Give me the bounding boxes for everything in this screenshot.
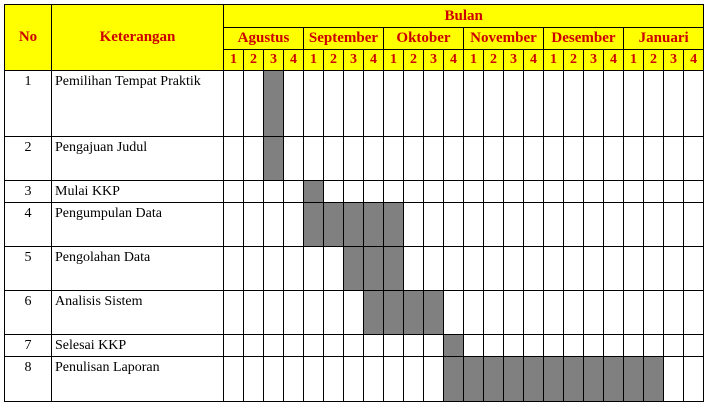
week-header: 1 [224, 50, 244, 71]
schedule-cell [504, 291, 524, 335]
schedule-cell [404, 71, 424, 137]
schedule-cell [404, 137, 424, 181]
schedule-table [4, 4, 704, 402]
schedule-cell [424, 335, 444, 357]
schedule-cell [544, 181, 564, 203]
schedule-cell [324, 137, 344, 181]
activity-label: Analisis Sistem [52, 291, 224, 335]
schedule-bar-cell [384, 247, 404, 291]
schedule-cell [524, 291, 544, 335]
schedule-bar-cell [544, 357, 564, 402]
schedule-cell [464, 247, 484, 291]
schedule-cell [624, 291, 644, 335]
schedule-bar-cell [524, 357, 544, 402]
schedule-cell [324, 71, 344, 137]
schedule-bar-cell [584, 357, 604, 402]
schedule-cell [244, 137, 264, 181]
schedule-cell [504, 181, 524, 203]
schedule-cell [524, 203, 544, 247]
table-row [5, 137, 704, 181]
schedule-cell [484, 203, 504, 247]
schedule-cell [564, 181, 584, 203]
week-header: 3 [504, 50, 524, 71]
schedule-cell [504, 137, 524, 181]
schedule-cell [564, 335, 584, 357]
week-header: 1 [304, 50, 324, 71]
schedule-cell [304, 137, 324, 181]
schedule-cell [284, 335, 304, 357]
schedule-cell [644, 71, 664, 137]
week-header: 2 [404, 50, 424, 71]
table-row [5, 335, 704, 357]
schedule-cell [484, 137, 504, 181]
schedule-cell [444, 181, 464, 203]
schedule-cell [624, 181, 644, 203]
schedule-cell [664, 137, 684, 181]
month-header: Oktober [384, 28, 464, 50]
schedule-bar-cell [404, 291, 424, 335]
schedule-cell [304, 71, 324, 137]
schedule-bar-cell [464, 357, 484, 402]
table-row [5, 203, 704, 247]
schedule-cell [684, 291, 704, 335]
week-header: 3 [264, 50, 284, 71]
schedule-bar-cell [424, 291, 444, 335]
schedule-cell [464, 203, 484, 247]
week-header: 2 [244, 50, 264, 71]
schedule-cell [364, 357, 384, 402]
week-header: 2 [324, 50, 344, 71]
schedule-cell [244, 247, 264, 291]
schedule-cell [344, 291, 364, 335]
schedule-cell [424, 137, 444, 181]
table-row [5, 291, 704, 335]
week-header: 4 [684, 50, 704, 71]
schedule-cell [544, 291, 564, 335]
row-number: 3 [5, 181, 52, 203]
schedule-bar-cell [304, 181, 324, 203]
month-header: November [464, 28, 544, 50]
week-header: 3 [424, 50, 444, 71]
schedule-cell [504, 203, 524, 247]
schedule-cell [424, 71, 444, 137]
schedule-cell [344, 181, 364, 203]
table-row [5, 247, 704, 291]
schedule-cell [604, 71, 624, 137]
month-header: Januari [624, 28, 704, 50]
schedule-cell [684, 203, 704, 247]
schedule-bar-cell [264, 71, 284, 137]
schedule-bar-cell [364, 247, 384, 291]
schedule-cell [344, 357, 364, 402]
table-row [5, 71, 704, 137]
schedule-cell [244, 357, 264, 402]
week-header: 1 [384, 50, 404, 71]
schedule-bar-cell [324, 203, 344, 247]
schedule-cell [624, 71, 644, 137]
row-number: 1 [5, 71, 52, 137]
schedule-cell [244, 335, 264, 357]
header-row-period [5, 5, 704, 28]
week-header: 2 [484, 50, 504, 71]
activity-label: Pengolahan Data [52, 247, 224, 291]
schedule-cell [644, 291, 664, 335]
schedule-cell [384, 71, 404, 137]
schedule-cell [404, 181, 424, 203]
week-header: 1 [624, 50, 644, 71]
schedule-cell [484, 181, 504, 203]
schedule-cell [664, 247, 684, 291]
schedule-cell [284, 137, 304, 181]
schedule-cell [524, 335, 544, 357]
schedule-cell [624, 137, 644, 181]
schedule-cell [524, 247, 544, 291]
schedule-cell [664, 291, 684, 335]
row-number: 6 [5, 291, 52, 335]
schedule-cell [444, 71, 464, 137]
schedule-cell [644, 335, 664, 357]
schedule-cell [684, 181, 704, 203]
schedule-cell [424, 203, 444, 247]
schedule-cell [444, 137, 464, 181]
schedule-cell [324, 291, 344, 335]
schedule-cell [344, 71, 364, 137]
schedule-cell [664, 71, 684, 137]
schedule-cell [264, 357, 284, 402]
schedule-cell [644, 181, 664, 203]
schedule-cell [404, 203, 424, 247]
schedule-cell [224, 181, 244, 203]
schedule-cell [584, 335, 604, 357]
schedule-bar-cell [444, 357, 464, 402]
schedule-bar-cell [304, 203, 324, 247]
schedule-cell [224, 291, 244, 335]
schedule-cell [584, 247, 604, 291]
schedule-cell [604, 335, 624, 357]
week-header: 3 [664, 50, 684, 71]
week-header: 2 [644, 50, 664, 71]
schedule-cell [424, 357, 444, 402]
schedule-cell [564, 137, 584, 181]
schedule-cell [584, 137, 604, 181]
schedule-cell [484, 247, 504, 291]
schedule-cell [544, 335, 564, 357]
schedule-cell [284, 291, 304, 335]
schedule-cell [684, 335, 704, 357]
schedule-cell [524, 71, 544, 137]
schedule-cell [224, 335, 244, 357]
schedule-bar-cell [484, 357, 504, 402]
schedule-bar-cell [264, 137, 284, 181]
week-header: 4 [604, 50, 624, 71]
schedule-cell [304, 291, 324, 335]
schedule-cell [444, 203, 464, 247]
schedule-cell [404, 357, 424, 402]
schedule-bar-cell [504, 357, 524, 402]
activity-label: Penulisan Laporan [52, 357, 224, 402]
schedule-cell [564, 71, 584, 137]
activity-label: Mulai KKP [52, 181, 224, 203]
schedule-bar-cell [564, 357, 584, 402]
schedule-cell [224, 71, 244, 137]
schedule-cell [524, 181, 544, 203]
month-header: Desember [544, 28, 624, 50]
schedule-cell [584, 71, 604, 137]
schedule-bar-cell [384, 203, 404, 247]
schedule-cell [344, 137, 364, 181]
week-header: 4 [364, 50, 384, 71]
schedule-cell [264, 335, 284, 357]
schedule-cell [244, 203, 264, 247]
schedule-bar-cell [364, 291, 384, 335]
schedule-cell [324, 357, 344, 402]
week-header: 3 [584, 50, 604, 71]
schedule-cell [264, 247, 284, 291]
header-no: No [5, 5, 52, 71]
schedule-cell [624, 335, 644, 357]
schedule-cell [284, 247, 304, 291]
week-header: 4 [524, 50, 544, 71]
schedule-bar-cell [444, 335, 464, 357]
schedule-cell [544, 71, 564, 137]
schedule-bar-cell [364, 203, 384, 247]
schedule-bar-cell [644, 357, 664, 402]
schedule-cell [464, 335, 484, 357]
schedule-cell [584, 181, 604, 203]
row-number: 4 [5, 203, 52, 247]
schedule-bar-cell [384, 291, 404, 335]
schedule-cell [644, 247, 664, 291]
row-number: 7 [5, 335, 52, 357]
schedule-cell [444, 247, 464, 291]
schedule-cell [264, 291, 284, 335]
schedule-cell [364, 71, 384, 137]
schedule-cell [544, 247, 564, 291]
activity-label: Pemilihan Tempat Praktik [52, 71, 224, 137]
schedule-cell [504, 71, 524, 137]
schedule-cell [304, 335, 324, 357]
schedule-cell [664, 335, 684, 357]
schedule-cell [644, 137, 664, 181]
schedule-cell [584, 291, 604, 335]
schedule-cell [324, 181, 344, 203]
week-header: 3 [344, 50, 364, 71]
schedule-bar-cell [624, 357, 644, 402]
schedule-cell [384, 357, 404, 402]
schedule-cell [424, 247, 444, 291]
schedule-bar-cell [604, 357, 624, 402]
schedule-cell [624, 203, 644, 247]
schedule-cell [524, 137, 544, 181]
schedule-cell [384, 335, 404, 357]
schedule-cell [604, 203, 624, 247]
schedule-cell [224, 247, 244, 291]
row-number: 5 [5, 247, 52, 291]
schedule-cell [284, 71, 304, 137]
schedule-cell [684, 137, 704, 181]
schedule-cell [584, 203, 604, 247]
schedule-cell [504, 247, 524, 291]
schedule-cell [664, 181, 684, 203]
schedule-cell [244, 181, 264, 203]
schedule-cell [384, 137, 404, 181]
schedule-cell [364, 335, 384, 357]
schedule-bar-cell [344, 247, 364, 291]
schedule-cell [224, 203, 244, 247]
schedule-cell [664, 357, 684, 402]
schedule-cell [684, 247, 704, 291]
schedule-cell [404, 247, 424, 291]
activity-label: Selesai KKP [52, 335, 224, 357]
schedule-cell [464, 291, 484, 335]
schedule-cell [624, 247, 644, 291]
schedule-cell [284, 203, 304, 247]
schedule-cell [604, 181, 624, 203]
row-number: 2 [5, 137, 52, 181]
schedule-cell [564, 291, 584, 335]
week-header: 1 [464, 50, 484, 71]
schedule-cell [244, 291, 264, 335]
schedule-cell [304, 247, 324, 291]
schedule-cell [284, 357, 304, 402]
schedule-cell [464, 181, 484, 203]
schedule-cell [264, 181, 284, 203]
activity-label: Pengajuan Judul [52, 137, 224, 181]
schedule-cell [324, 247, 344, 291]
schedule-cell [264, 203, 284, 247]
schedule-cell [404, 335, 424, 357]
week-header: 4 [284, 50, 304, 71]
schedule-cell [604, 247, 624, 291]
table-row [5, 357, 704, 402]
schedule-cell [484, 335, 504, 357]
schedule-cell [244, 71, 264, 137]
schedule-cell [564, 203, 584, 247]
schedule-bar-cell [344, 203, 364, 247]
week-header: 1 [544, 50, 564, 71]
schedule-cell [604, 137, 624, 181]
schedule-cell [424, 181, 444, 203]
schedule-cell [644, 203, 664, 247]
schedule-cell [344, 335, 364, 357]
schedule-cell [504, 335, 524, 357]
week-header: 2 [564, 50, 584, 71]
schedule-cell [364, 181, 384, 203]
schedule-cell [464, 137, 484, 181]
activity-label: Pengumpulan Data [52, 203, 224, 247]
schedule-cell [684, 71, 704, 137]
month-header: September [304, 28, 384, 50]
schedule-cell [464, 71, 484, 137]
schedule-cell [564, 247, 584, 291]
schedule-cell [284, 181, 304, 203]
schedule-cell [224, 137, 244, 181]
schedule-cell [684, 357, 704, 402]
schedule-cell [224, 357, 244, 402]
schedule-cell [444, 291, 464, 335]
schedule-cell [484, 291, 504, 335]
schedule-cell [324, 335, 344, 357]
schedule-cell [544, 203, 564, 247]
week-header: 4 [444, 50, 464, 71]
schedule-cell [484, 71, 504, 137]
schedule-cell [384, 181, 404, 203]
schedule-cell [304, 357, 324, 402]
table-row [5, 181, 704, 203]
header-description: Keterangan [52, 5, 224, 71]
row-number: 8 [5, 357, 52, 402]
schedule-cell [364, 137, 384, 181]
schedule-cell [604, 291, 624, 335]
month-header: Agustus [224, 28, 304, 50]
header-period: Bulan [224, 5, 704, 28]
schedule-cell [664, 203, 684, 247]
schedule-cell [544, 137, 564, 181]
